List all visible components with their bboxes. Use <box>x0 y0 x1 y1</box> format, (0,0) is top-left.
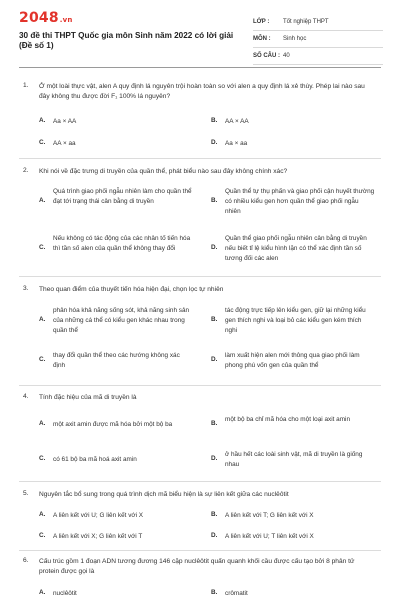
question-text: Khi nói về đặc trưng di truyền của quần thể, phát biểu nào sau đây không chính xác? <box>39 168 288 175</box>
document-title <box>19 31 234 51</box>
title-line-2: (Đề số 1) <box>19 41 54 50</box>
site-logo[interactable] <box>19 10 73 26</box>
meta-row-subject <box>253 31 383 48</box>
question-text: Nguyên tắc bổ sung trong quá trình dịch mã biểu hiện là sự liên kết giữa các nuclêôtit <box>39 491 289 498</box>
option-text: crômatit <box>225 590 248 597</box>
option-letter: C. <box>39 139 46 146</box>
option-letter: A. <box>39 117 46 124</box>
exam-meta-table <box>253 14 383 65</box>
meta-key: MÔN : <box>253 36 271 42</box>
option-letter: A. <box>39 589 46 596</box>
question-divider <box>19 276 381 277</box>
page-header <box>0 0 400 62</box>
question-number: 4. <box>23 393 29 400</box>
option-text: A liên kết với U; G liên kết với X <box>53 512 144 519</box>
logo-suffix: .vn <box>59 16 73 24</box>
option-text: AA × AA <box>225 118 249 125</box>
option-letter: C. <box>39 532 46 539</box>
option-letter: D. <box>211 356 218 363</box>
option-letter: C. <box>39 356 46 363</box>
logo-text: 2048 <box>19 10 59 26</box>
question-number: 3. <box>23 285 29 292</box>
option-letter: B. <box>211 316 218 323</box>
title-line-1: 30 đề thi THPT Quốc gia môn Sinh năm 2022 có lời giải <box>19 31 234 40</box>
option-letter: B. <box>211 117 218 124</box>
option-letter: B. <box>211 589 218 596</box>
question-divider <box>19 481 381 482</box>
question-number: 1. <box>23 82 29 89</box>
question-text: Ở một loài thực vật, alen A quy định lá nguyên trội hoàn toàn so với alen a quy định lá xẻ thùy. Phép lai nào sau đây không thu được đời F₁ 100% lá nguyên? <box>39 83 365 100</box>
meta-key: SỐ CÂU : <box>253 53 280 59</box>
option-text: tác động trực tiếp lên kiểu gen, giữ lại những kiểu gen thích nghi và loại bỏ các kiểu gen kém thích nghi <box>225 307 366 334</box>
option-letter: D. <box>211 455 218 462</box>
option-text: A liên kết với T; G liên kết với X <box>225 512 314 519</box>
option-text: Aa × AA <box>53 118 77 125</box>
option-text: thay đổi quần thể theo các hướng không xác định <box>53 352 180 369</box>
meta-row-class <box>253 14 383 31</box>
question-number: 5. <box>23 490 29 497</box>
option-text: AA × aa <box>53 140 76 147</box>
question-text: Tính đặc hiệu của mã di truyền là <box>39 394 137 401</box>
option-text: Quần thể tự thụ phấn và giao phối cận huyết thường có nhiều kiểu gen hơn quần thể giao phối ngẫu nhiên <box>225 188 375 215</box>
option-letter: B. <box>211 420 218 427</box>
question-number: 6. <box>23 557 29 564</box>
option-text: một axit amin được mã hóa bởi một bộ ba <box>53 421 173 428</box>
meta-key: LỚP : <box>253 19 270 25</box>
option-letter: D. <box>211 532 218 539</box>
option-text: có 61 bộ ba mã hoá axit amin <box>53 456 137 463</box>
option-text: ở hầu hết các loài sinh vật, mã di truyền là giống nhau <box>225 451 363 468</box>
option-letter: B. <box>211 197 218 204</box>
option-letter: D. <box>211 139 218 146</box>
option-text: A liên kết với X; G liên kết với T <box>53 533 143 540</box>
option-letter: B. <box>211 511 218 518</box>
option-text: A liên kết với U; T liên kết với X <box>225 533 314 540</box>
option-letter: A. <box>39 420 46 427</box>
question-divider <box>19 385 381 386</box>
option-text: một bộ ba chỉ mã hóa cho một loại axit amin <box>225 416 351 423</box>
meta-row-count <box>253 48 383 65</box>
option-letter: D. <box>211 244 218 251</box>
option-letter: A. <box>39 197 46 204</box>
option-letter: C. <box>39 455 46 462</box>
meta-value: Tốt nghiệp THPT <box>283 19 329 25</box>
question-text: Theo quan điểm của thuyết tiến hóa hiện đại, chọn lọc tự nhiên <box>39 286 224 293</box>
option-letter: C. <box>39 244 46 251</box>
option-text: làm xuất hiện alen mới thông qua giao phối làm phong phú vốn gen của quần thể <box>225 352 360 369</box>
question-number: 2. <box>23 167 29 174</box>
header-divider <box>19 67 381 68</box>
option-text: Aa × aa <box>225 140 248 147</box>
option-letter: A. <box>39 511 46 518</box>
question-divider <box>19 550 381 551</box>
option-letter: A. <box>39 316 46 323</box>
option-text: Quần thể giao phối ngẫu nhiên cân bằng di truyền nếu biết tỉ lệ kiểu hình lặn có thể xác định tần số tương đối các alen <box>225 235 367 262</box>
option-text: Quá trình giao phối ngẫu nhiên làm cho quần thể đạt tới trạng thái cân bằng di truyền <box>53 188 192 205</box>
question-divider <box>19 158 381 159</box>
question-text: Cấu trúc gồm 1 đoạn ADN tương đương 146 cặp nuclêôtit quấn quanh khối cầu được cấu tạo bởi 8 phân tử protein được gọi là <box>39 558 355 575</box>
option-text: phân hóa khả năng sống sót, khả năng sinh sản của những cá thể có kiểu gen khác nhau trong quần thể <box>53 307 190 334</box>
meta-value: Sinh học <box>283 36 307 42</box>
option-text: nuclêôtit <box>53 590 77 597</box>
meta-value: 40 <box>283 53 290 59</box>
option-text: Nếu không có tác động của các nhân tố tiến hóa thì tần số alen của quần thể không thay đổi <box>53 235 191 252</box>
